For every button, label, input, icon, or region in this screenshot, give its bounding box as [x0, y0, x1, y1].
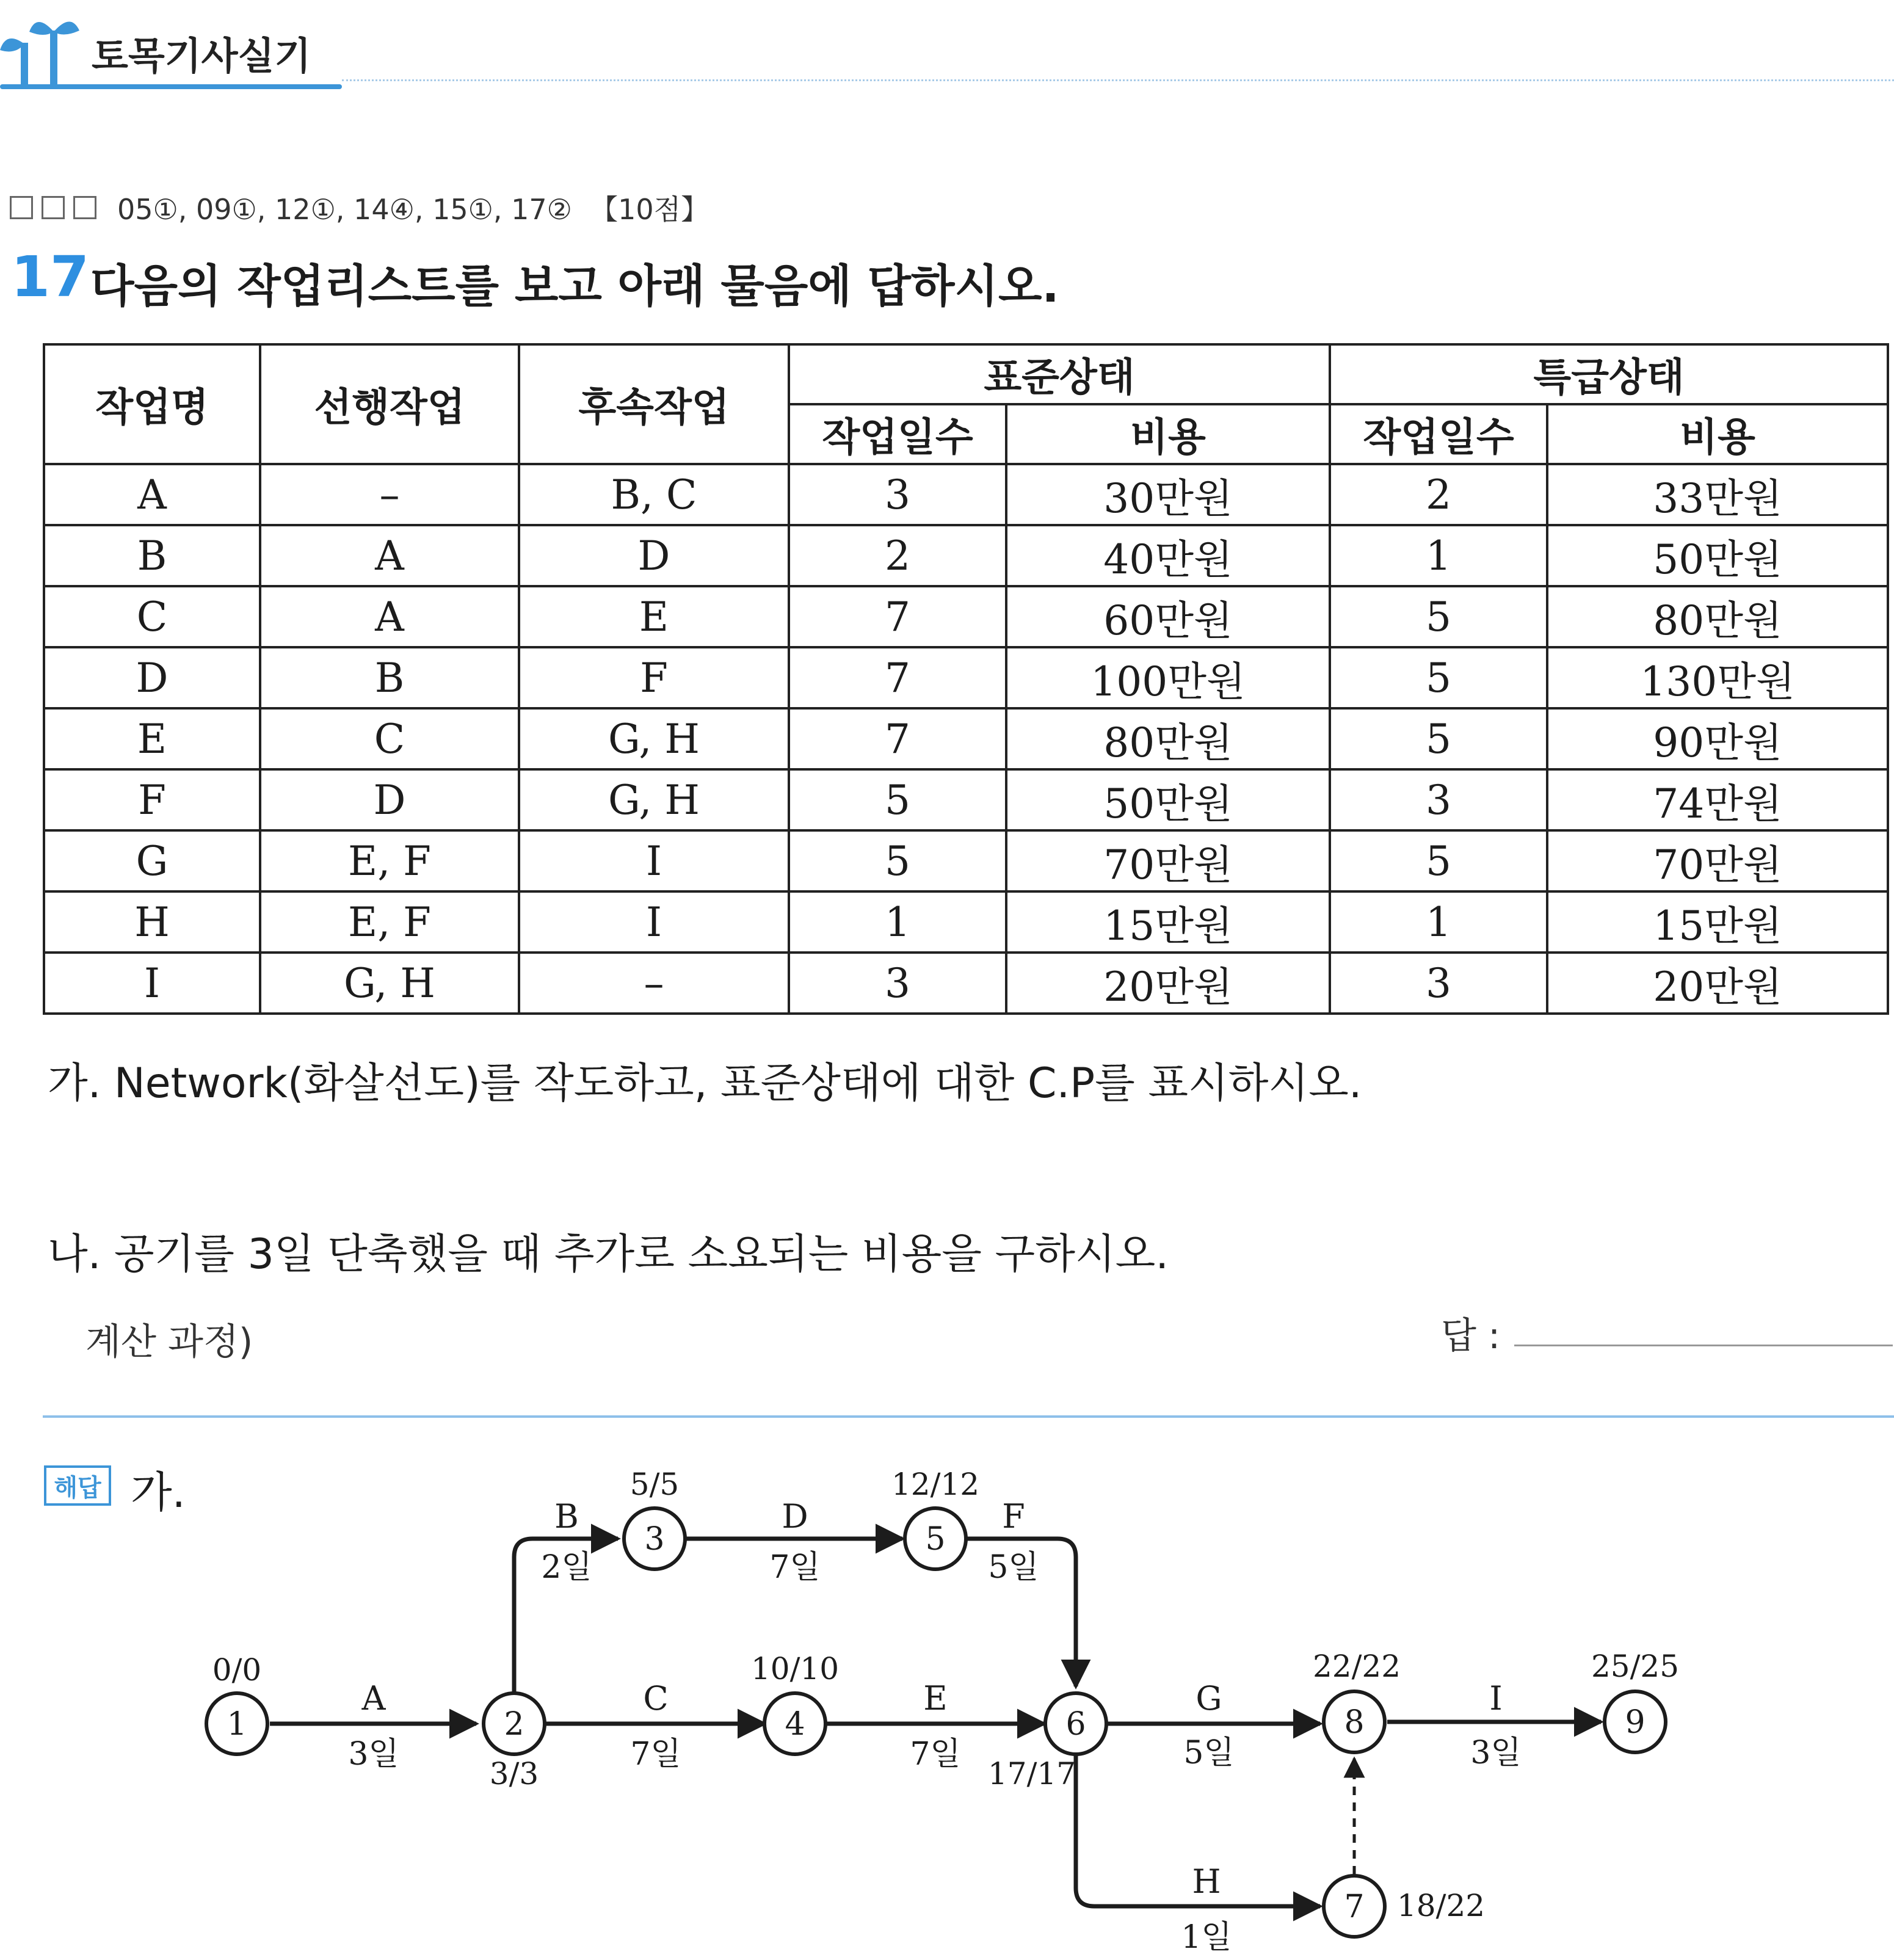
- successor-cell: –: [519, 953, 789, 1014]
- points: 【10점】: [590, 193, 709, 226]
- std-days-cell: 2: [789, 525, 1006, 586]
- activity-d-name: D: [782, 1497, 808, 1536]
- node-6-times: 17/17: [987, 1756, 1076, 1791]
- col-std-days: 작업일수: [789, 404, 1006, 464]
- std-days-cell: 7: [789, 708, 1006, 769]
- answer-part-label: 가.: [131, 1467, 186, 1517]
- predecessor-cell: D: [260, 769, 519, 830]
- activity-a-name: A: [361, 1679, 386, 1718]
- crash-days-cell: 3: [1330, 953, 1547, 1014]
- successor-cell: G, H: [519, 769, 789, 830]
- predecessor-cell: C: [260, 708, 519, 769]
- crash-cost-cell: 74만원: [1547, 769, 1888, 830]
- std-cost-cell: 20만원: [1006, 953, 1330, 1014]
- crash-cost-cell: 80만원: [1547, 586, 1888, 647]
- crash-cost-cell: 50만원: [1547, 525, 1888, 586]
- node-2-times: 3/3: [489, 1756, 539, 1791]
- activity-e-duration: 7일: [910, 1736, 961, 1773]
- node-3-label: 3: [644, 1521, 665, 1558]
- node-4-times: 10/10: [750, 1651, 840, 1686]
- crash-days-cell: 2: [1330, 464, 1547, 525]
- activity-g-duration: 5일: [1183, 1735, 1235, 1771]
- node-7-times: 18/22: [1397, 1888, 1486, 1923]
- question-number: 17: [11, 244, 90, 310]
- task-cell: C: [44, 586, 260, 647]
- node-8-label: 8: [1344, 1704, 1365, 1741]
- std-days-cell: 5: [789, 769, 1006, 830]
- task-cell: E: [44, 708, 260, 769]
- activity-f-name: F: [1002, 1497, 1025, 1536]
- col-std-cost: 비용: [1006, 404, 1330, 464]
- activity-i-name: I: [1489, 1679, 1503, 1718]
- calc-label: 계산 과정): [85, 1321, 253, 1363]
- crash-days-cell: 5: [1330, 586, 1547, 647]
- node-1-times: 0/0: [212, 1652, 262, 1688]
- std-days-cell: 5: [789, 830, 1006, 891]
- node-5-label: 5: [925, 1521, 946, 1558]
- std-days-cell: 7: [789, 586, 1006, 647]
- std-cost-cell: 15만원: [1006, 891, 1330, 953]
- node-1-label: 1: [227, 1706, 247, 1743]
- crash-cost-cell: 130만원: [1547, 647, 1888, 708]
- node-6-label: 6: [1065, 1706, 1086, 1743]
- activity-i-duration: 3일: [1470, 1735, 1522, 1771]
- std-cost-cell: 80만원: [1006, 708, 1330, 769]
- std-cost-cell: 30만원: [1006, 464, 1330, 525]
- successor-cell: E: [519, 586, 789, 647]
- node-8-times: 22/22: [1312, 1649, 1401, 1684]
- col-successor: 후속작업: [519, 344, 789, 464]
- activity-a-duration: 3일: [348, 1736, 399, 1773]
- activity-d-duration: 7일: [769, 1549, 821, 1586]
- successor-cell: I: [519, 891, 789, 953]
- col-crash-cost: 비용: [1547, 404, 1888, 464]
- exam-history: 05①, 09①, 12①, 14④, 15①, 17② 【10점】: [117, 193, 709, 226]
- crash-days-cell: 1: [1330, 525, 1547, 586]
- successor-cell: G, H: [519, 708, 789, 769]
- predecessor-cell: E, F: [260, 891, 519, 953]
- activity-h-duration: 1일: [1181, 1919, 1232, 1956]
- crash-cost-cell: 15만원: [1547, 891, 1888, 953]
- activity-b-name: B: [554, 1497, 579, 1536]
- sub-question-b: 나. 공기를 3일 단축했을 때 추가로 소요되는 비용을 구하시오.: [48, 1230, 1169, 1279]
- successor-cell: I: [519, 830, 789, 891]
- col-predecessor: 선행작업: [260, 344, 519, 464]
- successor-cell: F: [519, 647, 789, 708]
- crash-days-cell: 5: [1330, 830, 1547, 891]
- col-standard: 표준상태: [789, 344, 1330, 404]
- crash-days-cell: 1: [1330, 891, 1547, 953]
- activity-c-name: C: [643, 1679, 669, 1718]
- std-days-cell: 7: [789, 647, 1006, 708]
- successor-cell: D: [519, 525, 789, 586]
- crash-cost-cell: 90만원: [1547, 708, 1888, 769]
- node-9-label: 9: [1625, 1704, 1645, 1741]
- std-cost-cell: 40만원: [1006, 525, 1330, 586]
- question-text: 다음의 작업리스트를 보고 아래 물음에 답하시오.: [90, 260, 1059, 313]
- crash-days-cell: 3: [1330, 769, 1547, 830]
- activity-c-duration: 7일: [630, 1736, 681, 1773]
- task-cell: H: [44, 891, 260, 953]
- answer-badge: 해답: [44, 1465, 111, 1506]
- node-3-times: 5/5: [630, 1467, 680, 1502]
- col-crash-days: 작업일수: [1330, 404, 1547, 464]
- std-days-cell: 1: [789, 891, 1006, 953]
- activity-f-duration: 5일: [988, 1549, 1039, 1586]
- crash-days-cell: 5: [1330, 708, 1547, 769]
- predecessor-cell: A: [260, 586, 519, 647]
- crash-cost-cell: 70만원: [1547, 830, 1888, 891]
- node-4-label: 4: [785, 1706, 805, 1743]
- col-task: 작업명: [44, 344, 260, 464]
- node-9-times: 25/25: [1591, 1649, 1680, 1684]
- std-cost-cell: 50만원: [1006, 769, 1330, 830]
- predecessor-cell: B: [260, 647, 519, 708]
- task-cell: G: [44, 830, 260, 891]
- answer-label: 답 :: [1441, 1315, 1501, 1357]
- activity-g-name: G: [1196, 1679, 1222, 1718]
- crash-cost-cell: 33만원: [1547, 464, 1888, 525]
- crash-cost-cell: 20만원: [1547, 953, 1888, 1014]
- node-5-times: 12/12: [891, 1467, 980, 1502]
- successor-cell: B, C: [519, 464, 789, 525]
- header-title: 토목기사실기: [92, 34, 311, 78]
- crash-days-cell: 5: [1330, 647, 1547, 708]
- task-cell: D: [44, 647, 260, 708]
- activity-e-name: E: [923, 1679, 948, 1718]
- predecessor-cell: E, F: [260, 830, 519, 891]
- activity-b-duration: 2일: [541, 1549, 592, 1586]
- node-7-label: 7: [1344, 1889, 1365, 1925]
- std-cost-cell: 100만원: [1006, 647, 1330, 708]
- std-cost-cell: 70만원: [1006, 830, 1330, 891]
- col-crash: 특급상태: [1330, 344, 1888, 404]
- std-days-cell: 3: [789, 953, 1006, 1014]
- task-cell: I: [44, 953, 260, 1014]
- predecessor-cell: –: [260, 464, 519, 525]
- std-cost-cell: 60만원: [1006, 586, 1330, 647]
- std-days-cell: 3: [789, 464, 1006, 525]
- task-cell: B: [44, 525, 260, 586]
- predecessor-cell: A: [260, 525, 519, 586]
- predecessor-cell: G, H: [260, 953, 519, 1014]
- sub-question-a: 가. Network(화살선도)를 작도하고, 표준상태에 대한 C.P를 표시하시오.: [48, 1059, 1362, 1108]
- node-2-label: 2: [504, 1706, 524, 1743]
- task-cell: A: [44, 464, 260, 525]
- activity-h-name: H: [1192, 1862, 1221, 1901]
- task-cell: F: [44, 769, 260, 830]
